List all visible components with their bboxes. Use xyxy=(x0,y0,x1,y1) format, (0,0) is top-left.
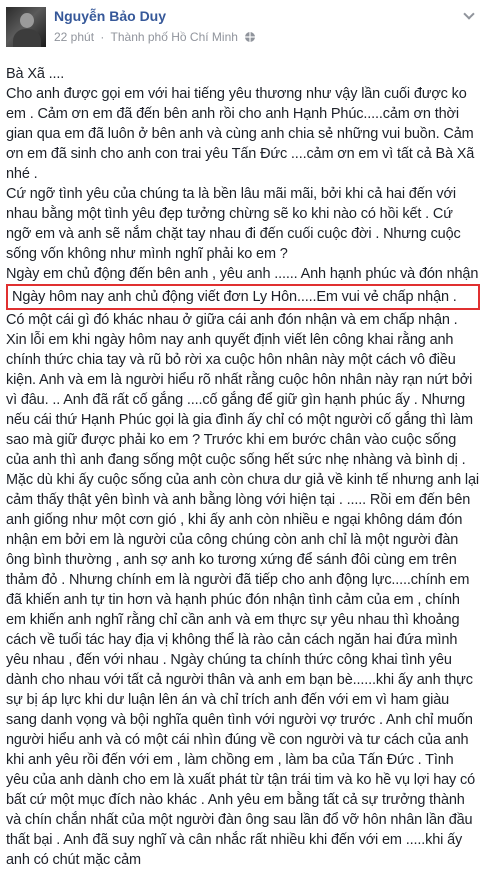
post-header xyxy=(6,7,480,53)
post-body xyxy=(6,64,480,870)
post-paragraph: Cứ ngỡ tình yêu của chúng ta là bền lâu mãi mãi, bởi khi cả hai đến với nhau bằng một tình yêu đẹp tưởng chừng sẽ ko khi nào có hồi kết . Cứ ngỡ em và anh sẽ nắm chặt tay nhau đi đến cuối cuộc đời . Nhưng cuộc sống vốn không như mình nghĩ phải ko em ? xyxy=(6,186,461,262)
highlighted-sentence: Ngày hôm nay anh chủ động viết đơn Ly Hôn.....Em vui vẻ chấp nhận . xyxy=(6,284,480,310)
post-paragraph: Có một cái gì đó khác nhau ở giữa cái anh đón nhận và em chấp nhận . Xin lỗi em khi ngày hôm nay anh quyết định viết lên công khai rằng anh chính thức chia tay và rũ bỏ rời xa cuộc hôn nhân này một cách vô điều kiện. Anh và em là người hiểu rõ nhất rằng cuộc hôn nhân này rạn nứt bởi vì đâu. .. Anh đã rất cố gắng ....cố gắng để giữ gìn hạnh phúc ấy . Nhưng nếu cái thứ Hạnh Phúc gọi là gia đình ấy chỉ có một người cố gắng thì làm sao mà giữ được phải ko em ? Trước khi em bước chân vào cuộc sống của anh thì anh đang sống một cuộc sống hết sức nhẹ nhàng và bình dị . Mặc dù khi ấy cuộc sống của anh còn chưa dư giả về kinh tế nhưng anh lại cảm thấy thật yên bình và anh bằng lòng với hiện tại . ..... Rồi em đến bên anh giống như một cơn gió , khi ấy anh còn nhiều e ngại không dám đón nhận em bởi em là người của công chúng còn anh chỉ là một người đàn ông bình thường , anh sợ anh ko tương xứng để sánh đôi cùng em trên thảm đỏ . Nhưng chính em là người đã tiếp cho anh động lực.....chính em đã khiến anh tự tin hơn và hạnh phúc đón nhận tình cảm của em , chính em khiến anh nghĩ rằng chỉ cần anh và em thực sự yêu nhau thì khoảng cách về tuổi tác hay địa vị không thể là rào cản cách ngăn hai đứa mình yêu nhau , đến với nhau . Ngày chúng ta chính thức công khai tình yêu dành cho nhau với tất cả người thân và anh em bạn bè......khi ấy anh thực sự bị áp lực khi dư luận lên án và chỉ trích anh đến với em vì ham giàu sang danh vọng và bội nghĩa quên tình với người vợ trước . Anh chỉ muốn người hiểu anh và có một cái nhìn đúng về con người và tư cách của anh khi anh yêu rồi đến với em , làm chồng em , làm ba của Tấn Đức . Tình yêu của anh dành cho em là xuất phát từ tận trái tim và ko hề vụ lợi hay có bất cứ một mục đích nào khác . Anh yêu em bằng tất cả sự trưởng thành và chín chắn nhất của một người đàn ông sau lần đổ vỡ hôn nhân lần đầu thất bại . Anh đã suy nghĩ và cân nhắc rất nhiều khi đến với em .....khi ấy anh có chút mặc cảm xyxy=(6,312,479,868)
post-location[interactable]: Thành phố Hồ Chí Minh xyxy=(110,30,238,44)
author-name[interactable]: Nguyễn Bảo Duy xyxy=(54,8,167,24)
post-time[interactable]: 22 phút xyxy=(54,30,95,44)
avatar[interactable] xyxy=(6,7,46,47)
post-paragraph: Cho anh được gọi em với hai tiếng yêu thương như vậy lần cuối được ko em . Cảm ơn em đã đến bên anh rồi cho anh Hạnh Phúc.....cảm ơn thời gian qua em đã luôn ở bên anh và cùng anh chia sẻ những vui buồn. Cảm ơn em đã sinh cho anh con trai yêu Tấn Đức ....cảm ơn em vì tất cả Bà Xã nhé . xyxy=(6,86,475,182)
globe-icon[interactable] xyxy=(245,32,255,42)
chevron-down-icon[interactable] xyxy=(462,9,476,23)
post-paragraph: Ngày em chủ động đến bên anh , yêu anh ...... Anh hạnh phúc và đón nhận xyxy=(6,266,479,282)
avatar-body xyxy=(13,29,41,47)
avatar-head xyxy=(20,13,34,28)
post-meta xyxy=(54,30,255,44)
post-paragraph: Bà Xã .... xyxy=(6,66,65,82)
meta-separator: · xyxy=(100,30,105,44)
